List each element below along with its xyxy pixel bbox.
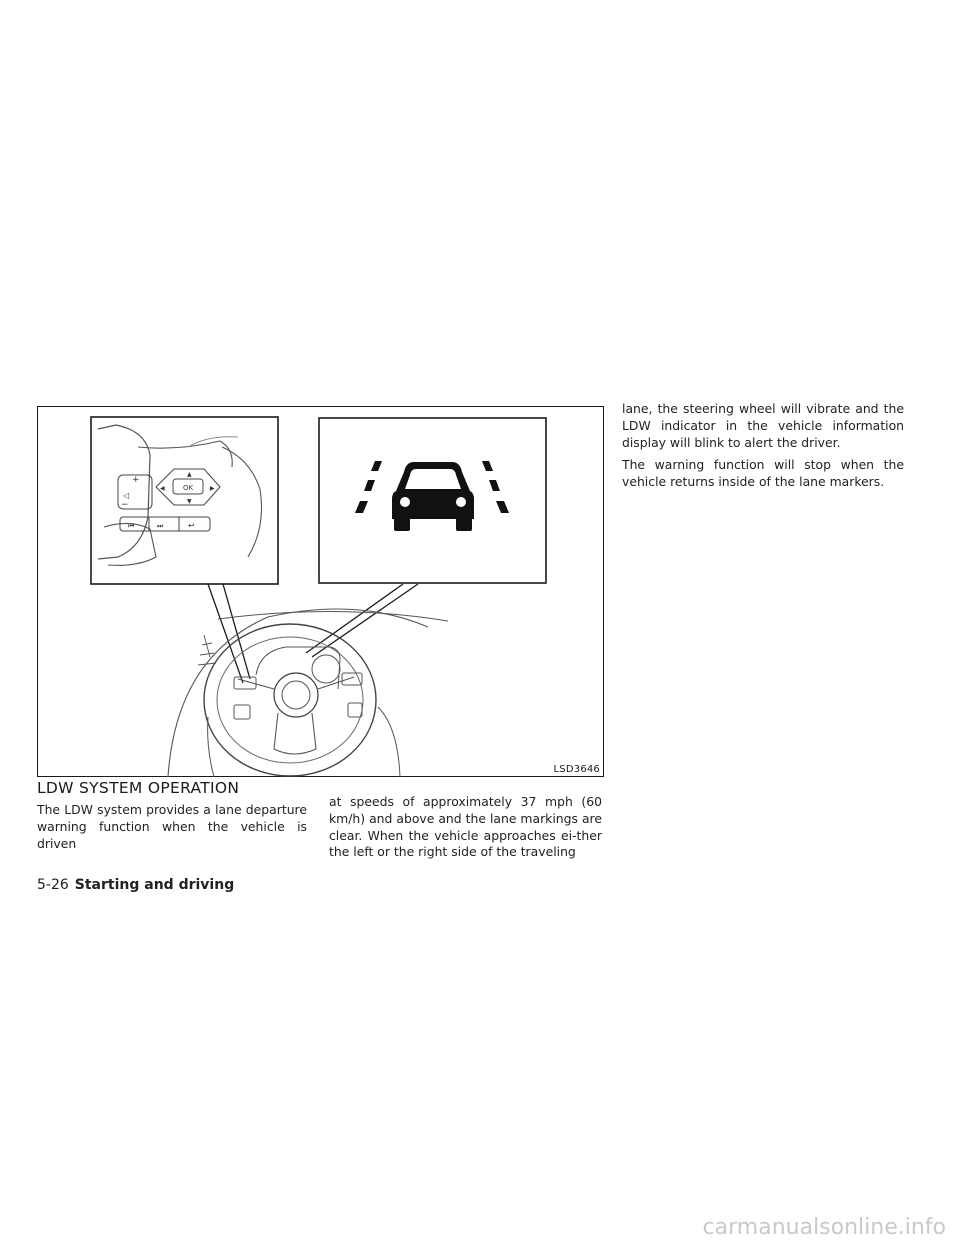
paragraph-4: The warning function will stop when the vehicle returns inside of the lane markers.: [622, 457, 904, 489]
paragraph-1: The LDW system provides a lane departure warning function when the vehicle is driven: [37, 802, 307, 851]
page-number: 5-26: [37, 877, 69, 893]
plus-icon: +: [132, 475, 140, 485]
ok-icon: OK: [182, 484, 194, 492]
arrow-down-icon: ▼: [187, 498, 192, 505]
ldw-illustration-drawing: [38, 407, 605, 778]
previous-track-icon: ⏮: [128, 522, 135, 530]
arrow-up-icon: ▲: [187, 471, 192, 478]
page-footer: [37, 877, 234, 893]
ldw-indicator-inset: [319, 418, 546, 583]
steering-wheel-drawing: [168, 609, 448, 777]
switch-detail-inset: [91, 417, 278, 584]
steering-wheel-illustration: [37, 406, 604, 777]
paragraph-3: lane, the steering wheel will vibrate and the LDW indicator in the vehicle information display will blink to alert the driver.: [622, 401, 904, 450]
volume-icon: ◁: [123, 491, 130, 500]
back-icon: ↩: [188, 521, 195, 530]
minus-icon: −: [121, 500, 129, 510]
footer-section-title: Starting and driving: [74, 877, 235, 893]
section-heading: LDW SYSTEM OPERATION: [37, 779, 240, 797]
paragraph-2: at speeds of approximately 37 mph (60 km/h) and above and the lane markings are clear. When the vehicle approaches ei-ther the left or the right side of the traveling: [329, 794, 602, 860]
arrow-right-icon: ▶: [210, 485, 215, 492]
figure-code: LSD3646: [553, 764, 600, 775]
arrow-left-icon: ◀: [160, 485, 165, 492]
next-track-icon: ⏭: [157, 522, 164, 530]
watermark: carmanualsonline.info: [702, 1215, 946, 1240]
